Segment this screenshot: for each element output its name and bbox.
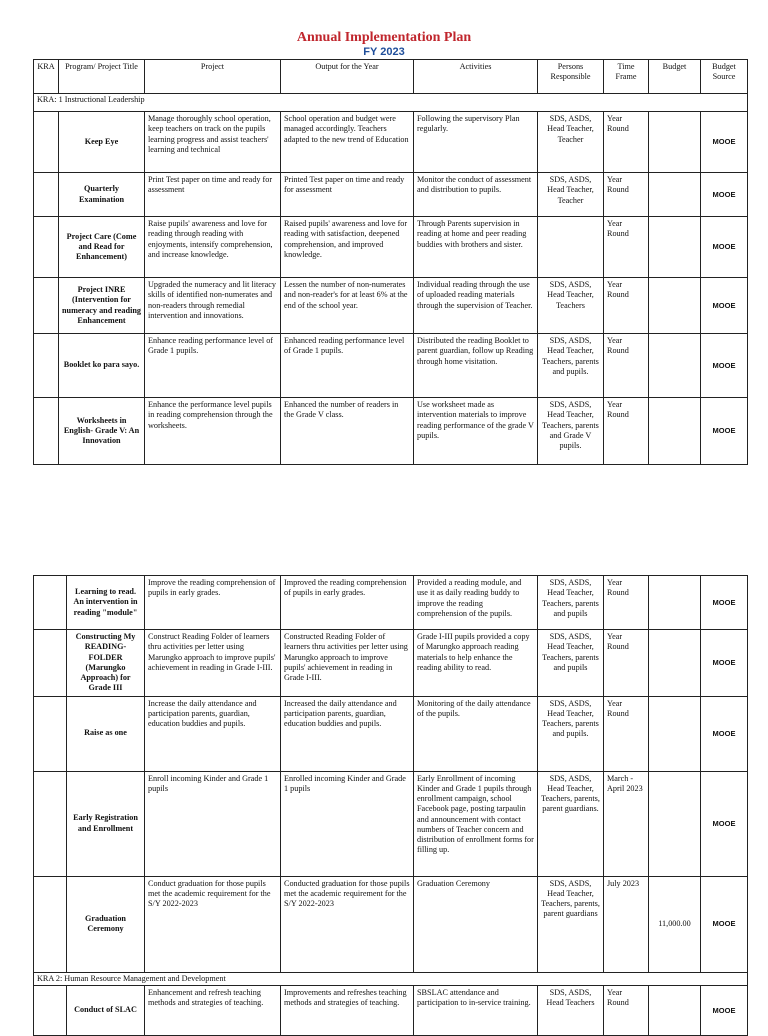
budget-cell [649,696,701,771]
budget-source-cell: MOOE [701,985,748,1035]
table-row [34,173,748,217]
time-frame-cell: Year Round [604,576,649,630]
kra-cell [34,112,59,173]
header-budget-source: Budget Source [701,60,748,94]
activities-cell: Through Parents supervision in reading at home and peer reading buddies with brothers and sister. [414,217,538,278]
budget-source-cell: MOOE [701,112,748,173]
time-frame-cell: March - April 2023 [604,771,649,876]
header-program: Program/ Project Title [59,60,145,94]
budget-cell [649,173,701,217]
header-budget: Budget [649,60,701,94]
project-cell: Improve the reading comprehension of pupils in early grades. [145,576,281,630]
budget-cell [649,771,701,876]
budget-source-cell: MOOE [701,630,748,697]
project-cell: Enroll incoming Kinder and Grade 1 pupils [145,771,281,876]
budget-source-cell: MOOE [701,771,748,876]
table-row [34,398,748,465]
header-persons: Persons Responsible [538,60,604,94]
section-row-kra2 [34,972,748,985]
budget-cell: 11,000.00 [649,876,701,972]
table-row [34,696,748,771]
header-kra: KRA [34,60,59,94]
program-cell: Early Registration and Enrollment [67,771,145,876]
kra-cell [34,398,59,465]
program-cell: Raise as one [67,696,145,771]
table-row [34,334,748,398]
plan-table-page1 [33,59,748,465]
time-frame-cell: Year Round [604,398,649,465]
budget-source-cell: MOOE [701,278,748,334]
plan-table-page2 [33,575,748,1036]
project-cell: Increase the daily attendance and participation parents, guardian, education buddies and pupils. [145,696,281,771]
program-cell: Constructing My READING-FOLDER (Marungko Approach) for Grade III [67,630,145,697]
activities-cell: Monitor the conduct of assessment and distribution to pupils. [414,173,538,217]
persons-cell: SDS, ASDS, Head Teacher, Teacher [538,112,604,173]
kra-cell [34,278,59,334]
budget-cell [649,576,701,630]
table-header-row [34,60,748,94]
table-row [34,771,748,876]
activities-cell: Grade I-III pupils provided a copy of Marungko approach reading materials to help enhance the reading ability to read. [414,630,538,697]
output-cell: Enhanced the number of readers in the Grade V class. [281,398,414,465]
program-cell: Graduation Ceremony [67,876,145,972]
persons-cell: SDS, ASDS, Head Teacher, Teachers, parents, parent guardians. [538,771,604,876]
page-title: Annual Implementation Plan [296,30,472,45]
kra-cell [34,876,67,972]
output-cell: School operation and budget were managed accordingly. Teachers adapted to the new trend of Education [281,112,414,173]
persons-cell: SDS, ASDS, Head Teacher, Teachers, parents and pupils. [538,696,604,771]
activities-cell: Provided a reading module, and use it as daily reading buddy to improve the reading comprehension of the pupils. [414,576,538,630]
project-cell: Manage thoroughly school operation, keep teachers on track on the pupils learning progress and assist teachers' learning and technical [145,112,281,173]
kra-cell [34,576,67,630]
output-cell: Enhanced reading performance level of Grade 1 pupils. [281,334,414,398]
budget-source-cell: MOOE [701,876,748,972]
kra-cell [34,630,67,697]
table-row [34,630,748,697]
activities-cell: SBSLAC attendance and participation to in-service training. [414,985,538,1035]
persons-cell: SDS, ASDS, Head Teachers [538,985,604,1035]
output-cell: Improved the reading comprehension of pupils in early grades. [281,576,414,630]
activities-cell: Early Enrollment of incoming Kinder and Grade 1 pupils through enrollment campaign, school Facebook page, posting tarpaulin and announcement with contact numbers of Teacher concern and distribution of enrollment forms for filling up. [414,771,538,876]
table-row [34,278,748,334]
persons-cell: SDS, ASDS, Head Teacher, Teachers, parents, parent guardians [538,876,604,972]
budget-cell [649,334,701,398]
output-cell: Enrolled incoming Kinder and Grade 1 pupils [281,771,414,876]
persons-cell: SDS, ASDS, Head Teacher, Teachers, parents and pupils [538,576,604,630]
activities-cell: Use worksheet made as intervention materials to improve reading performance of the grade V pupils. [414,398,538,465]
activities-cell: Monitoring of the daily attendance of the pupils. [414,696,538,771]
budget-source-cell: MOOE [701,398,748,465]
budget-source-cell: MOOE [701,576,748,630]
kra-cell [34,696,67,771]
persons-cell [538,217,604,278]
time-frame-cell: Year Round [604,278,649,334]
program-cell: Project Care (Come and Read for Enhancement) [59,217,145,278]
page-subtitle: FY 2023 [363,46,405,58]
activities-cell: Distributed the reading Booklet to parent guardian, follow up Reading through home visitation. [414,334,538,398]
time-frame-cell: Year Round [604,112,649,173]
table-row [34,985,748,1035]
budget-cell [649,398,701,465]
activities-cell: Individual reading through the use of uploaded reading materials through the supervision of Teacher. [414,278,538,334]
program-cell: Quarterly Examination [59,173,145,217]
persons-cell: SDS, ASDS, Head Teacher, Teachers, parents and Grade V pupils. [538,398,604,465]
output-cell: Conducted graduation for those pupils met the academic requirement for the S/Y 2022-2023 [281,876,414,972]
budget-cell [649,630,701,697]
budget-cell [649,112,701,173]
kra-cell [34,334,59,398]
project-cell: Enhancement and refresh teaching methods and strategies of teaching. [145,985,281,1035]
program-cell: Project INRE (Intervention for numeracy and reading Enhancement [59,278,145,334]
kra-cell [34,985,67,1035]
project-cell: Enhance the performance level pupils in reading comprehension through the worksheets. [145,398,281,465]
project-cell: Enhance reading performance level of Grade 1 pupils. [145,334,281,398]
activities-cell: Graduation Ceremony [414,876,538,972]
table-row [34,576,748,630]
table-row [34,217,748,278]
kra-cell [34,771,67,876]
persons-cell: SDS, ASDS, Head Teacher, Teachers, parents and pupils. [538,334,604,398]
time-frame-cell: Year Round [604,173,649,217]
output-cell: Increased the daily attendance and participation parents, guardian, education buddies and pupils. [281,696,414,771]
header-output: Output for the Year [281,60,414,94]
section-label: KRA: 1 Instructional Leadership [34,94,748,112]
header-project: Project [145,60,281,94]
output-cell: Constructed Reading Folder of learners thru activities per letter using Marungko approach to improve pupils' achievement in reading in Grade I-III. [281,630,414,697]
output-cell: Raised pupils' awareness and love for reading with satisfaction, deepened comprehension, and improved knowledge. [281,217,414,278]
program-cell: Worksheets in English- Grade V: An Innovation [59,398,145,465]
budget-cell [649,985,701,1035]
activities-cell: Following the supervisory Plan regularly. [414,112,538,173]
persons-cell: SDS, ASDS, Head Teacher, Teacher [538,173,604,217]
table-row [34,112,748,173]
header-activities: Activities [414,60,538,94]
section-row-kra1 [34,94,748,112]
budget-cell [649,278,701,334]
budget-source-cell: MOOE [701,217,748,278]
output-cell: Printed Test paper on time and ready for assessment [281,173,414,217]
header-time-frame: Time Frame [604,60,649,94]
program-cell: Learning to read. An intervention in reading "module" [67,576,145,630]
time-frame-cell: Year Round [604,985,649,1035]
project-cell: Upgraded the numeracy and lit literacy skills of identified non-numerates and non-readers through remedial intervention and innovations. [145,278,281,334]
time-frame-cell: Year Round [604,334,649,398]
budget-source-cell: MOOE [701,696,748,771]
project-cell: Construct Reading Folder of learners thru activities per letter using Marungko approach to improve pupils' achievement in reading in Grade I-III. [145,630,281,697]
project-cell: Print Test paper on time and ready for assessment [145,173,281,217]
budget-source-cell: MOOE [701,334,748,398]
budget-cell [649,217,701,278]
budget-source-cell: MOOE [701,173,748,217]
program-cell: Booklet ko para sayo. [59,334,145,398]
time-frame-cell: Year Round [604,696,649,771]
project-cell: Raise pupils' awareness and love for reading through reading with enjoyments, intensify comprehension, and increase knowledge. [145,217,281,278]
time-frame-cell: Year Round [604,217,649,278]
time-frame-cell: July 2023 [604,876,649,972]
kra-cell [34,173,59,217]
table-row [34,876,748,972]
section-label: KRA 2: Human Resource Management and Development [34,972,748,985]
persons-cell: SDS, ASDS, Head Teacher, Teachers, parents and pupils [538,630,604,697]
kra-cell [34,217,59,278]
program-cell: Keep Eye [59,112,145,173]
output-cell: Lessen the number of non-numerates and non-reader's for at least 6% at the end of the school year. [281,278,414,334]
persons-cell: SDS, ASDS, Head Teacher, Teachers [538,278,604,334]
project-cell: Conduct graduation for those pupils met the academic requirement for the S/Y 2022-2023 [145,876,281,972]
program-cell: Conduct of SLAC [67,985,145,1035]
output-cell: Improvements and refreshes teaching methods and strategies of teaching. [281,985,414,1035]
time-frame-cell: Year Round [604,630,649,697]
